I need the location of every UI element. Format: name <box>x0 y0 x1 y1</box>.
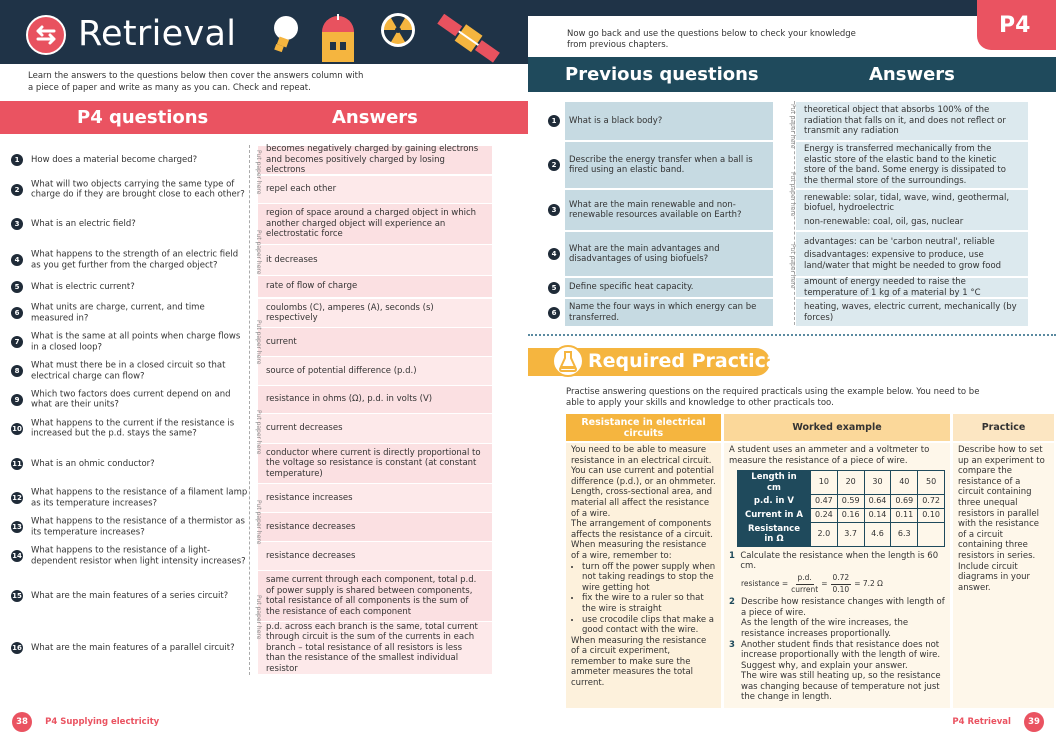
list-item: • turn off the power supply when not taking readings to stop the wire getting hot <box>582 562 716 594</box>
col1-para-1: You need to be able to measure resistance in an electrical circuit. You can use current and potential difference (p.d.), or an ohmmeter. Length, cross-sectional area, and material all affect the resistance of a wire. <box>571 445 716 519</box>
practice-task-note: Include circuit diagrams in your answer. <box>958 561 1031 593</box>
resistance-formula: resistance = p.d. current = $\frac{0.72}{0.10}$ = 7.2 Ω <box>741 572 883 594</box>
question-number: 3 <box>11 218 23 230</box>
previous-questions-header: Previous questions <box>565 64 759 85</box>
table-cell: 0.16 <box>837 508 864 522</box>
question-number: 12 <box>12 494 22 502</box>
put-paper-here-label: Put paper here <box>255 410 262 455</box>
question-number: 2 <box>548 159 560 171</box>
retrieval-banner <box>0 0 528 64</box>
table-row <box>8 146 492 174</box>
table-row <box>8 357 492 385</box>
question-text: What are the main features of a series circuit? <box>31 590 229 601</box>
table-cell: 0.10 <box>918 508 945 522</box>
question-number: 1 <box>548 115 560 127</box>
answer-text <box>796 190 1028 230</box>
put-paper-here-label: Put paper here <box>255 320 262 365</box>
table-cell: 0.72 <box>918 495 945 509</box>
table-row <box>8 444 492 483</box>
table-row <box>8 542 492 570</box>
table-row <box>8 299 492 327</box>
answer-text <box>796 142 1028 188</box>
answer-text: it decreases <box>258 245 492 275</box>
worked-example-intro: A student uses an ammeter and a voltmeter to measure the resistance of a piece of wire. <box>729 445 930 466</box>
observatory-icon <box>318 12 358 64</box>
question-number: 11 <box>12 459 22 468</box>
answer-text <box>796 232 1028 276</box>
table-row <box>8 245 492 275</box>
answer-line: amount of energy needed to raise the temperature of 1 kg of a material by 1 °C <box>804 277 981 298</box>
lightbulb-icon <box>266 12 302 56</box>
left-footer <box>12 711 159 732</box>
answer-text: current <box>258 328 492 356</box>
question-text: What units are charge, current, and time measured in? <box>31 302 205 323</box>
table-row <box>8 328 492 356</box>
col1-bullets <box>571 562 716 636</box>
row-label: Length in cm <box>738 471 811 495</box>
page-title: Retrieval <box>78 14 237 54</box>
table-cell: 40 <box>891 471 918 495</box>
answer-text: same current through each component, total p.d. of power supply is shared between components, total resistance of all components is the sum of the resistance of each component <box>258 571 492 621</box>
put-paper-here-label: Put paper here <box>789 172 796 217</box>
answer-text: current decreases <box>258 414 492 443</box>
table-cell <box>918 522 945 546</box>
question-text: What will two objects carrying the same type of charge do if they are brought close to each other? <box>31 179 245 200</box>
question-text: Define specific heat capacity. <box>565 278 773 297</box>
question-number: 2 <box>11 184 23 196</box>
answer-text: conductor where current is directly proportional to the voltage so resistance is constant (at constant temperature) <box>258 444 492 483</box>
question-number: 13 <box>12 523 22 531</box>
question-text: What is electric current? <box>31 281 135 292</box>
question-text: Which two factors does current depend on and what are their units? <box>31 389 231 410</box>
table-row <box>548 299 1028 326</box>
table-cell: 20 <box>837 471 864 495</box>
answer-text: rate of flow of charge <box>258 276 492 297</box>
answer-text: resistance decreases <box>258 542 492 570</box>
table-row <box>8 276 492 297</box>
question-number: 14 <box>12 552 22 560</box>
question-text: What are the main advantages and disadvantages of using biofuels? <box>565 232 773 276</box>
answer-line: non-renewable: coal, oil, gas, nuclear <box>804 216 964 227</box>
retrieval-arrows-icon <box>26 15 66 55</box>
satellite-icon <box>432 14 504 64</box>
measurement-table <box>737 470 945 547</box>
answer-line: advantages: can be 'carbon neutral', reliable <box>804 236 995 247</box>
practical-col2 <box>724 443 950 708</box>
dotted-divider <box>528 334 1056 336</box>
question-text: What is the same at all points when charge flows in a closed loop? <box>31 331 241 352</box>
left-intro: Learn the answers to the questions below then cover the answers column with a piece of paper and write as many as you can. Check and repeat. <box>28 71 364 93</box>
put-paper-here-label: Put paper here <box>255 230 262 275</box>
list-item: • fix the wire to a ruler so that the wire is straight <box>582 593 716 614</box>
table-cell: 6.3 <box>891 522 918 546</box>
divider <box>249 145 250 675</box>
practical-title: Required Practical <box>588 350 786 372</box>
answer-line: heating, waves, electric current, mechanically (by forces) <box>804 302 1017 323</box>
right-page <box>528 0 1056 745</box>
question-text: What must there be in a closed circuit so that electrical charge can flow? <box>31 360 226 381</box>
question-number: 7 <box>11 336 23 348</box>
row-label: Resistance in Ω <box>738 522 811 546</box>
question-text: What happens to the resistance of a filament lamp as its temperature increases? <box>31 487 248 508</box>
question-number: 1 <box>11 154 23 166</box>
row-label: p.d. in V <box>738 495 811 509</box>
page-number: 38 <box>12 712 32 732</box>
table-row <box>8 484 492 512</box>
question-number: 5 <box>11 281 23 293</box>
question-number: 5 <box>548 282 560 294</box>
put-paper-here-label: Put paper here <box>789 104 796 149</box>
answer-text: region of space around a charged object in which another charged object will experience an electrostatic force <box>258 204 492 244</box>
practical-col3 <box>953 443 1054 708</box>
put-paper-here-label: Put paper here <box>255 595 262 640</box>
question-text: What happens to the current if the resistance is increased but the p.d. stays the same? <box>31 418 235 439</box>
answer-text: resistance increases <box>258 484 492 512</box>
col1-para-2: The arrangement of components affects the resistance of a circuit. <box>571 519 713 540</box>
chapter-tab-label: P4 <box>999 13 1031 38</box>
question-text: What is a black body? <box>565 102 773 140</box>
col1-para-4: When measuring the resistance of a circuit experiment, remember to make sure the ammeter measures the total current. <box>571 635 707 689</box>
footer-section: P4 Retrieval <box>952 716 1011 727</box>
answer-text <box>796 278 1028 297</box>
questions-header-bar <box>0 101 528 134</box>
question-number: 16 <box>12 644 22 652</box>
table-cell: 0.14 <box>864 508 891 522</box>
question-number: 9 <box>11 394 23 406</box>
table-row <box>8 414 492 443</box>
footer-chapter: P4 Supplying electricity <box>45 716 160 727</box>
table-cell: 4.6 <box>864 522 891 546</box>
worked-q2: 2 Describe how resistance changes with length of a piece of wire. <box>729 597 945 618</box>
worked-a2: As the length of the wire increases, the resistance increases proportionally. <box>741 618 909 639</box>
question-number: 6 <box>548 307 560 319</box>
answer-line: disadvantages: expensive to produce, use land/water that might be needed to grow food <box>804 250 1002 271</box>
worked-q3: 3 Another student finds that resistance does not increase proportionally with the length of wire. Suggest why, and explain your answer. <box>729 639 941 671</box>
chapter-tab <box>977 0 1056 50</box>
put-paper-here-label: Put paper here <box>789 244 796 289</box>
practical-col1-header: Resistance in electrical circuits <box>566 414 721 441</box>
question-number: 8 <box>11 365 23 377</box>
question-number: 4 <box>11 254 23 266</box>
answer-text <box>796 299 1028 326</box>
answer-text: source of potential difference (p.d.) <box>258 357 492 385</box>
answer-line: renewable: solar, tidal, wave, wind, geothermal, biofuel, hydroelectric <box>804 192 1010 214</box>
table-cell: 30 <box>864 471 891 495</box>
question-text: What happens to the resistance of a thermistor as its temperature increases? <box>31 516 245 537</box>
question-text: How does a material become charged? <box>31 154 198 165</box>
answer-text <box>796 102 1028 140</box>
table-cell: 0.24 <box>810 508 837 522</box>
table-cell: 0.47 <box>810 495 837 509</box>
table-row <box>8 386 492 413</box>
put-paper-here-label: Put paper here <box>255 500 262 545</box>
question-number: 15 <box>12 592 22 600</box>
answer-text: coulombs (C), amperes (A), seconds (s) respectively <box>258 299 492 327</box>
practical-col2-header: Worked example <box>724 414 950 441</box>
practical-intro: Practise answering questions on the required practicals using the example below. You need to be able to apply your skills and knowledge to other practicals too. <box>566 387 980 408</box>
list-item: • use crocodile clips that make a good contact with the wire. <box>582 615 716 636</box>
previous-answers-header: Answers <box>869 64 955 85</box>
question-text: What are the main features of a parallel circuit? <box>31 642 235 653</box>
right-intro: Now go back and use the questions below to check your knowledge from previous chapters. <box>567 29 856 50</box>
answers-header: Answers <box>332 107 418 128</box>
table-cell: 0.64 <box>864 495 891 509</box>
table-cell: 0.59 <box>837 495 864 509</box>
radiation-icon <box>380 12 416 48</box>
table-row <box>8 204 492 244</box>
table-row <box>738 508 945 522</box>
answer-text: resistance in ohms (Ω), p.d. in volts (V) <box>258 386 492 413</box>
practical-col1 <box>566 443 721 708</box>
practical-table <box>566 414 1054 708</box>
table-row <box>738 522 945 546</box>
answer-text: becomes negatively charged by gaining electrons and becomes positively charged by losing electrons <box>258 146 492 174</box>
practical-col3-header: Practice <box>953 414 1054 441</box>
worked-a3: The wire was still heating up, so the resistance was changing because of temperature not just the change in length. <box>741 671 941 703</box>
page-number: 39 <box>1024 712 1044 732</box>
table-cell: 2.0 <box>810 522 837 546</box>
table-row <box>8 622 492 674</box>
worked-q1: 1 Calculate the resistance when the length is 60 cm. <box>729 550 939 572</box>
question-text: What are the main renewable and non-renewable resources available on Earth? <box>565 190 773 230</box>
table-cell: 10 <box>810 471 837 495</box>
table-cell: 3.7 <box>837 522 864 546</box>
col1-para-3: When measuring the resistance of a wire, remember to: <box>571 540 707 561</box>
questions-header: P4 questions <box>77 107 209 128</box>
table-row <box>738 471 945 495</box>
previous-header-bar <box>528 57 1056 92</box>
table-cell: 0.69 <box>891 495 918 509</box>
table-row <box>8 571 492 621</box>
answer-text: repel each other <box>258 176 492 203</box>
question-number: 4 <box>548 248 560 260</box>
question-text: Describe the energy transfer when a ball is fired using an elastic band. <box>565 142 773 188</box>
answer-text: p.d. across each branch is the same, total current through circuit is the sum of the currents in each branch – total resistance of all resistors is less than the resistance of the smallest individual resistor <box>258 622 492 674</box>
table-cell: 50 <box>918 471 945 495</box>
question-text: What happens to the strength of an electric field as you get further from the charged object? <box>31 249 239 270</box>
put-paper-here-label: Put paper here <box>255 150 262 195</box>
answer-text: resistance decreases <box>258 513 492 541</box>
answer-line: Energy is transferred mechanically from the elastic store of the elastic band to the kinetic store of the band. Some energy is dissipated to the thermal store of the surroundings. <box>804 144 1006 186</box>
right-footer <box>952 711 1044 732</box>
question-text: What happens to the resistance of a light-dependent resistor when light intensity increases? <box>31 545 246 566</box>
answer-line: theoretical object that absorbs 100% of the radiation that falls on it, and does not reflect or transmit any radiation <box>804 105 1006 137</box>
table-row <box>738 495 945 509</box>
question-text: Name the four ways in which energy can be transferred. <box>565 299 773 326</box>
question-text: What is an ohmic conductor? <box>31 458 155 469</box>
table-row <box>8 513 492 541</box>
flask-icon <box>552 345 584 377</box>
practice-task: Describe how to set up an experiment to compare the resistance of a circuit containing three unequal resistors in parallel with the resistance of a circuit containing three resistors in series. <box>958 445 1045 561</box>
question-number: 10 <box>12 424 22 433</box>
question-number: 6 <box>11 307 23 319</box>
table-row <box>8 176 492 203</box>
table-cell: 0.11 <box>891 508 918 522</box>
row-label: Current in A <box>738 508 811 522</box>
question-number: 3 <box>548 204 560 216</box>
question-text: What is an electric field? <box>31 218 136 229</box>
